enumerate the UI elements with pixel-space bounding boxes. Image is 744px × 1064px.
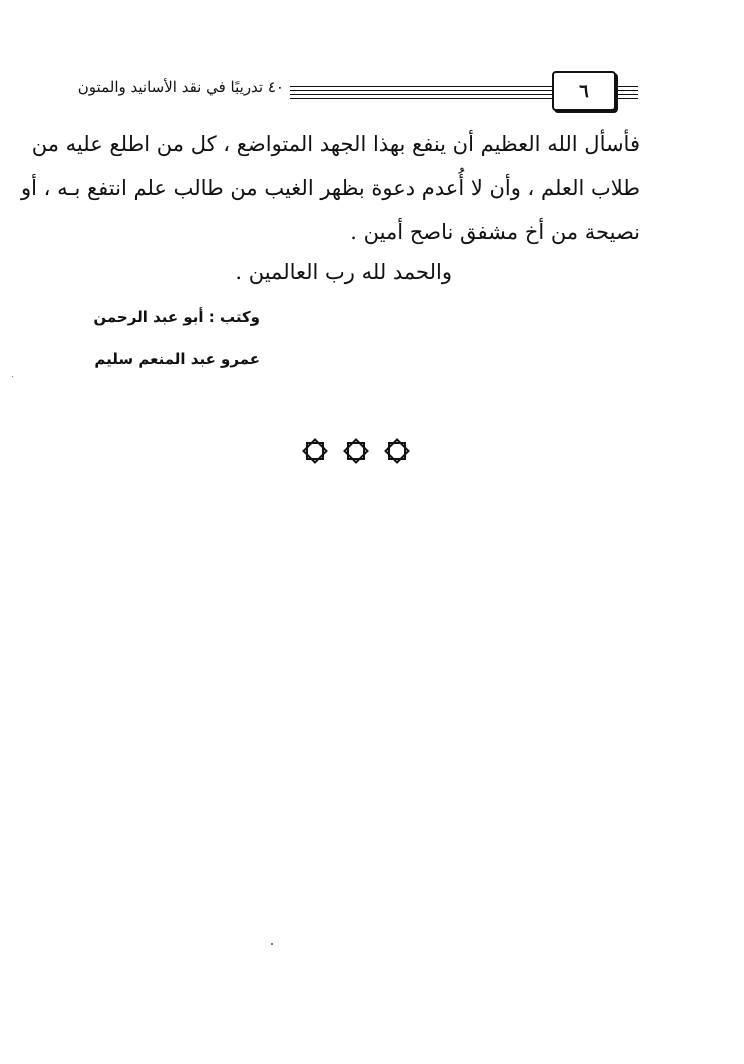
running-title: ٤٠ تدريبًا في نقد الأسانيد والمتون [77,78,284,96]
paragraph-line: طلاب العلم ، وأن لا أُعدم دعوة بظهر الغيب من طالب علم انتفع بـه ، أو [20,176,640,200]
body-paragraph [20,122,640,254]
header-rule-left [290,84,552,102]
scan-speck [12,376,13,377]
ornament-divider [300,432,412,470]
header-rule-right [616,84,638,102]
page-number: ٦ [579,80,589,102]
page-number-box [552,71,616,111]
paragraph-line: فأسأل الله العظيم أن ينفع بهذا الجهد المتواضع ، كل من اطلع عليه من [31,132,640,156]
page-header [0,0,744,120]
paragraph-line: نصيحة من أخ مشفق ناصح أمين . [350,220,640,244]
eight-point-star-icon [382,436,412,466]
scan-speck [271,943,273,945]
signature-line-2: عمرو عبد المنعم سليم [94,350,260,368]
closing-praise-line: والحمد لله رب العالمين . [235,260,452,284]
eight-point-star-icon [341,436,371,466]
signature-line-1: وكتب : أبو عبد الرحمن [93,308,260,326]
eight-point-star-icon [300,436,330,466]
